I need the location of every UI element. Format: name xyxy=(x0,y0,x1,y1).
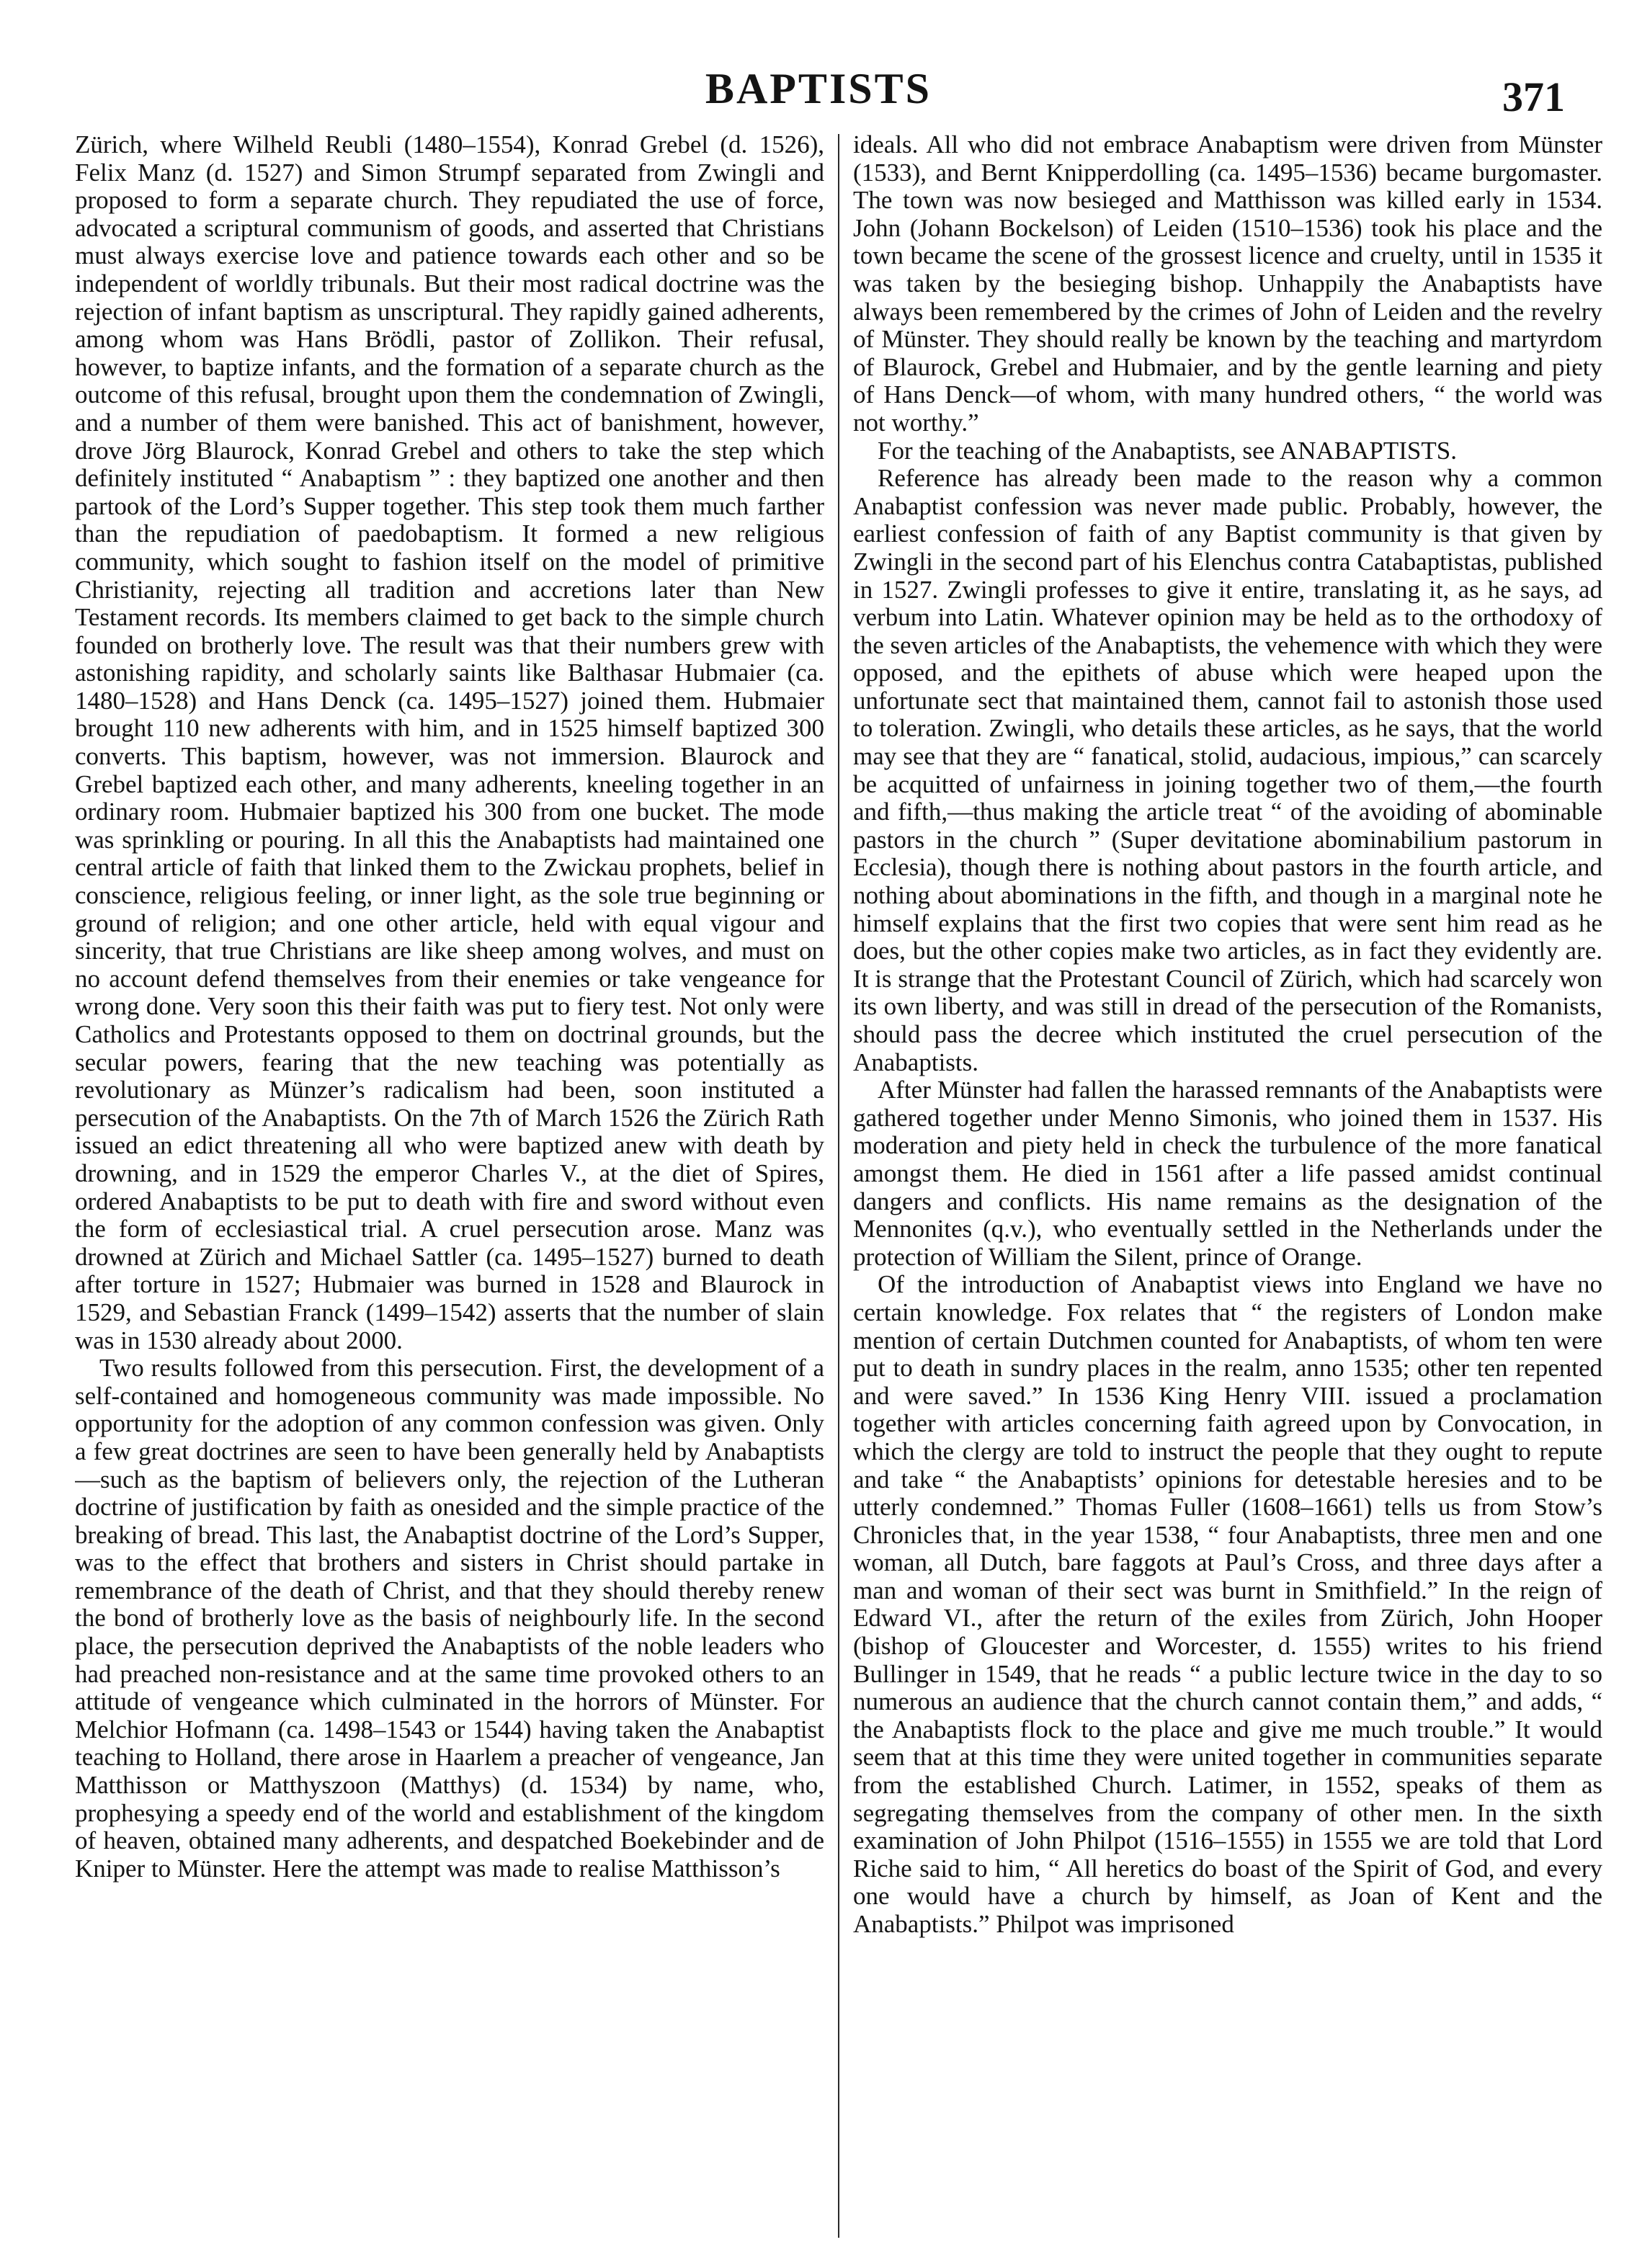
left-column xyxy=(75,131,824,2242)
paragraph: ideals. All who did not embrace Anabaptism were driven from Münster (1533), and Bernt Knipperdolling (ca. 1495–1536) became burgomaster. The town was now besieged and Matthisson was killed early in 1534. John (Johann Bockelson) of Leiden (1510–1536) took his place and the town became the scene of the grossest licence and cruelty, until in 1535 it was taken by the besieging bishop. Unhappily the Anabaptists have always been remembered by the crimes of John of Leiden and the revelry of Münster. They should really be known by the teaching and martyrdom of Blaurock, Grebel and Hubmaier, and by the gentle learning and piety of Hans Denck—of whom, with many hundred others, “ the world was not worthy.” xyxy=(853,131,1602,437)
column-divider xyxy=(838,134,839,2238)
right-column xyxy=(853,131,1602,2242)
paragraph: Zürich, where Wilheld Reubli (1480–1554), Konrad Grebel (d. 1526), Felix Manz (d. 1527) and Simon Strumpf separated from Zwingli and proposed to form a separate church. They repudiated the use of force, advocated a scriptural communism of goods, and asserted that Christians must always exercise love and patience towards each other and so be independent of worldly tribunals. But their most radical doctrine was the rejection of infant baptism as unscriptural. They rapidly gained adherents, among whom was Hans Brödli, pastor of Zollikon. Their refusal, however, to baptize infants, and the formation of a separate church as the outcome of this refusal, brought upon them the condemnation of Zwingli, and a number of them were banished. This act of banishment, however, drove Jörg Blaurock, Konrad Grebel and others to take the step which definitely instituted “ Anabaptism ” : they baptized one another and then partook of the Lord’s Supper together. This step took them much farther than the repudiation of paedobaptism. It formed a new religious community, which sought to fashion itself on the model of primitive Christianity, rejecting all tradition and accretions later than New Testament records. Its members claimed to get back to the simple church founded on brotherly love. The result was that their numbers grew with astonishing rapidity, and scholarly saints like Balthasar Hubmaier (ca. 1480–1528) and Hans Denck (ca. 1495–1527) joined them. Hubmaier brought 110 new adherents with him, and in 1525 himself baptized 300 converts. This baptism, however, was not immersion. Blaurock and Grebel baptized each other, and many adherents, kneeling together in an ordinary room. Hubmaier baptized his 300 from one bucket. The mode was sprinkling or pouring. In all this the Anabaptists had maintained one central article of faith that linked them to the Zwickau prophets, belief in conscience, religious feeling, or inner light, as the sole true beginning or ground of religion; and one other article, held with equal vigour and sincerity, that true Christians are like sheep among wolves, and must on no account defend themselves from their enemies or take vengeance for wrong done. Very soon this their faith was put to fiery test. Not only were Catholics and Protestants opposed to them on doctrinal grounds, but the secular powers, fearing that the new teaching was potentially as revolutionary as Münzer’s radicalism had been, soon instituted a persecution of the Anabaptists. On the 7th of March 1526 the Zürich Rath issued an edict threatening all who were baptized anew with death by drowning, and in 1529 the emperor Charles V., at the diet of Spires, ordered Anabaptists to be put to death with fire and sword without even the form of ecclesiastical trial. A cruel persecution arose. Manz was drowned at Zürich and Michael Sattler (ca. 1495–1527) burned to death after torture in 1527; Hubmaier was burned in 1528 and Blaurock in 1529, and Sebastian Franck (1499–1542) asserts that the number of slain was in 1530 already about 2000. xyxy=(75,131,824,1354)
paragraph: Reference has already been made to the reason why a common Anabaptist confession was never made public. Probably, however, the earliest confession of faith of any Baptist community is that given by Zwingli in the second part of his Elenchus contra Catabaptistas, published in 1527. Zwingli professes to give it entire, translating it, as he says, ad verbum into Latin. Whatever opinion may be held as to the orthodoxy of the seven articles of the Anabaptists, the vehemence with which they were opposed, and the epithets of abuse which were heaped upon the unfortunate sect that maintained them, cannot fail to astonish those used to toleration. Zwingli, who details these articles, as he says, that the world may see that they are “ fanatical, stolid, audacious, impious,” can scarcely be acquitted of unfairness in joining together two of them,—the fourth and fifth,—thus making the article treat “ of the avoiding of abominable pastors in the church ” (Super devitatione abominabilium pastorum in Ecclesia), though there is nothing about pastors in the fourth article, and nothing about abominations in the fifth, and though in a marginal note he himself explains that the first two copies that were sent him read as he does, but the other copies make two articles, as in fact they evidently are. It is strange that the Protestant Council of Zürich, which had scarcely won its own liberty, and was still in dread of the persecution of the Romanists, should pass the decree which instituted the cruel persecution of the Anabaptists. xyxy=(853,464,1602,1076)
paragraph: Two results followed from this persecution. First, the development of a self-contained and homogeneous community was made impossible. No opportunity for the adoption of any common confession was given. Only a few great doctrines are seen to have been generally held by Anabaptists—such as the baptism of believers only, the rejection of the Lutheran doctrine of justification by faith as onesided and the simple practice of the breaking of bread. This last, the Anabaptist doctrine of the Lord’s Supper, was to the effect that brothers and sisters in Christ should partake in remembrance of the death of Christ, and that they should thereby renew the bond of brotherly love as the basis of neighbourly life. In the second place, the persecution deprived the Anabaptists of the noble leaders who had preached non-resistance and at the same time provoked others to an attitude of vengeance which culminated in the horrors of Münster. For Melchior Hofmann (ca. 1498–1543 or 1544) having taken the Anabaptist teaching to Holland, there arose in Haarlem a preacher of vengeance, Jan Matthisson or Matthyszoon (Matthys) (d. 1534) by name, who, prophesying a speedy end of the world and establishment of the kingdom of heaven, obtained many adherents, and despatched Boekebinder and de Kniper to Münster. Here the attempt was made to realise Matthisson’s xyxy=(75,1354,824,1883)
page-header xyxy=(72,63,1565,121)
paragraph: Of the introduction of Anabaptist views into England we have no certain knowledge. Fox relates that “ the registers of London make mention of certain Dutchmen counted for Anabaptists, of whom ten were put to death in sundry places in the realm, anno 1535; other ten repented and were saved.” In 1536 King Henry VIII. issued a proclamation together with articles concerning faith agreed upon by Convocation, in which the clergy are told to instruct the people that they ought to repute and take “ the Anabaptists’ opinions for detestable heresies and to be utterly condemned.” Thomas Fuller (1608–1661) tells us from Stow’s Chronicles that, in the year 1538, “ four Anabaptists, three men and one woman, all Dutch, bare faggots at Paul’s Cross, and three days after a man and woman of their sect was burnt in Smithfield.” In the reign of Edward VI., after the return of the exiles from Zürich, John Hooper (bishop of Gloucester and Worcester, d. 1555) writes to his friend Bullinger in 1549, that he reads “ a public lecture twice in the day to so numerous an audience that the church cannot contain them,” and adds, “ the Anabaptists flock to the place and give me much trouble.” It would seem that at this time they were united together in communities separate from the established Church. Latimer, in 1552, speaks of them as segregating themselves from the company of other men. In the sixth examination of John Philpot (1516–1555) in 1555 we are told that Lord Riche said to him, “ All heretics do boast of the Spirit of God, and every one would have a church by himself, as Joan of Kent and the Anabaptists.” Philpot was imprisoned xyxy=(853,1270,1602,1938)
paragraph: For the teaching of the Anabaptists, see ANABAPTISTS. xyxy=(878,436,1457,465)
running-head: BAPTISTS xyxy=(705,65,932,112)
paragraph: After Münster had fallen the harassed remnants of the Anabaptists were gathered together under Menno Simonis, who joined them in 1537. His moderation and piety held in check the turbulence of the more fanatical amongst them. He died in 1561 after a life passed amidst continual dangers and conflicts. His name remains as the designation of the Mennonites (q.v.), who eventually settled in the Netherlands under the protection of William the Silent, prince of Orange. xyxy=(853,1076,1602,1271)
page-number: 371 xyxy=(1502,73,1565,120)
